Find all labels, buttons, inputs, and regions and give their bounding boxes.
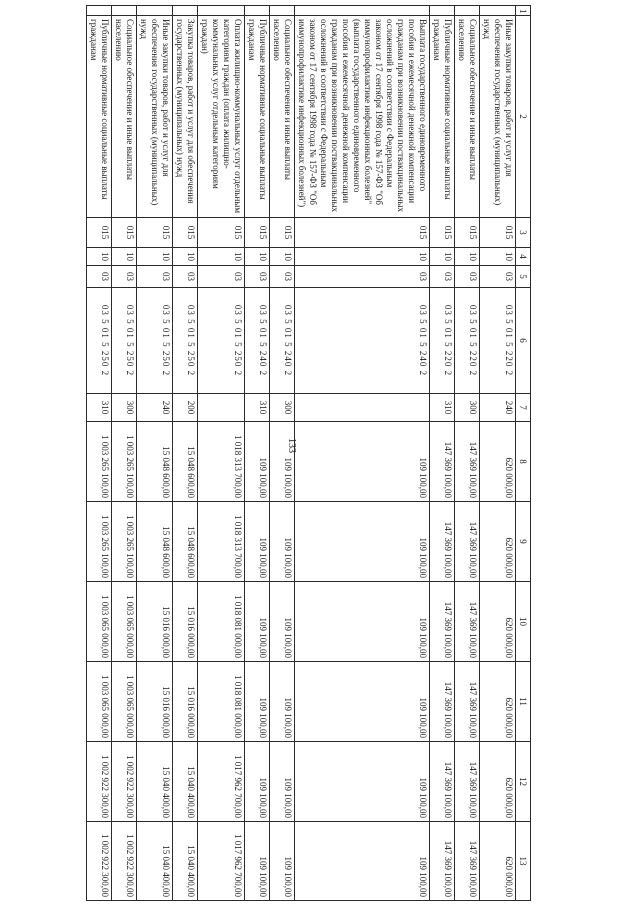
row-amount-col8-cell: 1 003 265 100,00 (87, 422, 112, 502)
row-amount-col9-cell: 15 048 600,00 (137, 502, 173, 582)
row-amount-col9-cell: 15 048 600,00 (173, 502, 198, 582)
row-amount-col11-cell: 1 003 065 000,00 (87, 662, 112, 742)
table-body (87, 6, 531, 901)
row-col4-cell: 10 (430, 248, 455, 266)
row-amount-col10-cell: 1 018 081 000,00 (198, 582, 245, 662)
row-amount-col11-cell: 109 100,00 (245, 662, 270, 742)
col-header-13: 13 (516, 822, 531, 901)
row-amount-col8-cell: 147 369 100,00 (430, 422, 455, 502)
row-amount-col10-cell: 620 000,00 (480, 582, 516, 662)
row-amount-col12-cell: 15 040 400,00 (173, 742, 198, 822)
row-name-cell: Социальное обеспечение и иные выплаты населению (455, 16, 480, 218)
row-amount-col10-cell: 15 016 000,00 (173, 582, 198, 662)
row-col5-cell: 03 (137, 266, 173, 288)
col-header-6: 6 (516, 288, 531, 394)
row-blank-cell (270, 6, 295, 16)
rotated-page (36, 5, 531, 900)
row-name-cell: Публичные нормативные социальные выплаты гражданам (87, 16, 112, 218)
row-amount-col11-cell: 15 016 000,00 (173, 662, 198, 742)
row-amount-col8-cell: 147 369 100,00 (455, 422, 480, 502)
row-name-cell: Иные закупки товаров, работ и услуг для обеспечения государственных (муниципальных) нужд (480, 16, 516, 218)
row-amount-col9-cell: 147 369 100,00 (430, 502, 455, 582)
row-blank-cell (198, 6, 245, 16)
row-col3-cell: 015 (198, 218, 245, 248)
row-col5-cell: 03 (173, 266, 198, 288)
row-amount-col10-cell: 109 100,00 (270, 582, 295, 662)
row-amount-col13-cell: 15 040 400,00 (137, 822, 173, 901)
row-target-article-cell: 03 5 01 5 250 2 (198, 288, 245, 394)
row-col3-cell: 015 (430, 218, 455, 248)
row-expense-type-cell (198, 394, 245, 422)
table-row (173, 6, 198, 901)
row-name-cell: Оплата жилищно-коммунальных услуг отдельным категориям граждан (оплата жилищно-коммунальных услуг отдельным категориям граждан) (198, 16, 245, 218)
row-amount-col13-cell: 1 002 922 300,00 (112, 822, 137, 901)
table-row (430, 6, 455, 901)
row-amount-col11-cell: 1 003 065 000,00 (112, 662, 137, 742)
col-header-12: 12 (516, 742, 531, 822)
row-amount-col11-cell: 15 016 000,00 (137, 662, 173, 742)
table-row (295, 6, 430, 901)
row-expense-type-cell: 310 (245, 394, 270, 422)
row-amount-col11-cell: 109 100,00 (270, 662, 295, 742)
col-header-9: 9 (516, 502, 531, 582)
row-amount-col13-cell: 15 040 400,00 (173, 822, 198, 901)
row-amount-col11-cell: 1 018 081 000,00 (198, 662, 245, 742)
table-row (137, 6, 173, 901)
row-col3-cell: 015 (112, 218, 137, 248)
budget-table (86, 5, 531, 901)
row-amount-col8-cell: 109 100,00 (245, 422, 270, 502)
row-blank-cell (455, 6, 480, 16)
row-amount-col10-cell: 1 003 065 000,00 (112, 582, 137, 662)
row-target-article-cell: 03 5 01 5 250 2 (87, 288, 112, 394)
row-amount-col13-cell: 147 369 100,00 (430, 822, 455, 901)
row-amount-col8-cell: 15 048 600,00 (137, 422, 173, 502)
row-col4-cell: 10 (455, 248, 480, 266)
row-amount-col9-cell: 147 369 100,00 (455, 502, 480, 582)
row-target-article-cell: 03 5 01 5 220 2 (430, 288, 455, 394)
row-amount-col11-cell: 147 369 100,00 (455, 662, 480, 742)
page-number: 133 (286, 438, 297, 453)
row-amount-col10-cell: 109 100,00 (295, 582, 430, 662)
row-amount-col12-cell: 1 002 922 300,00 (87, 742, 112, 822)
row-blank-cell (430, 6, 455, 16)
row-expense-type-cell: 310 (430, 394, 455, 422)
row-name-cell: Социальное обеспечение и иные выплаты населению (112, 16, 137, 218)
row-amount-col12-cell: 147 369 100,00 (430, 742, 455, 822)
row-amount-col8-cell: 1 003 265 100,00 (112, 422, 137, 502)
row-target-article-cell: 03 5 01 5 240 2 (295, 288, 430, 394)
col-header-7: 7 (516, 394, 531, 422)
col-header-4: 4 (516, 248, 531, 266)
row-col3-cell: 015 (295, 218, 430, 248)
row-amount-col8-cell: 109 100,00 (270, 422, 295, 502)
row-expense-type-cell: 240 (137, 394, 173, 422)
col-header-5: 5 (516, 266, 531, 288)
col-header-3: 3 (516, 218, 531, 248)
row-col4-cell: 10 (295, 248, 430, 266)
row-blank-cell (173, 6, 198, 16)
row-expense-type-cell: 300 (270, 394, 295, 422)
row-name-cell: Закупка товаров, работ и услуг для обеспечения государственных (муниципальных) нужд (173, 16, 198, 218)
row-amount-col9-cell: 620 000,00 (480, 502, 516, 582)
row-col5-cell: 03 (480, 266, 516, 288)
row-target-article-cell: 03 5 01 5 250 2 (112, 288, 137, 394)
row-col4-cell: 10 (270, 248, 295, 266)
row-col4-cell: 10 (173, 248, 198, 266)
row-target-article-cell: 03 5 01 5 250 2 (137, 288, 173, 394)
row-col3-cell: 015 (137, 218, 173, 248)
row-amount-col13-cell: 109 100,00 (270, 822, 295, 901)
row-amount-col9-cell: 109 100,00 (245, 502, 270, 582)
table-row (455, 6, 480, 901)
table-row (112, 6, 137, 901)
row-amount-col12-cell: 109 100,00 (295, 742, 430, 822)
row-col5-cell: 03 (295, 266, 430, 288)
row-name-cell: Выплата государственного единовременного пособия и ежемесячной денежной компенсации гражданам при возникновении поствакцинальных осложнений в соответствии с Федеральным законом от 17 сентября 1998 года № 157-ФЗ "Об иммунопрофилактике инфекционных болезней" (выплата государственного единовременного пособия и ежемесячной денежной компенсации гражданам при возникновении поствакцинальных осложнений в соответствии с Федеральным законом от 17 сентября 1998 года № 157-ФЗ "Об иммунопрофилактике инфекционных болезней") (295, 16, 430, 218)
table-row (245, 6, 270, 901)
row-amount-col12-cell: 1 017 962 700,00 (198, 742, 245, 822)
row-col3-cell: 015 (87, 218, 112, 248)
row-amount-col13-cell: 1 002 922 300,00 (87, 822, 112, 901)
row-col5-cell: 03 (455, 266, 480, 288)
row-name-cell: Публичные нормативные социальные выплаты гражданам (245, 16, 270, 218)
row-amount-col13-cell: 109 100,00 (295, 822, 430, 901)
row-amount-col12-cell: 1 002 922 300,00 (112, 742, 137, 822)
row-amount-col13-cell: 1 017 962 700,00 (198, 822, 245, 901)
row-blank-cell (112, 6, 137, 16)
row-col4-cell: 10 (112, 248, 137, 266)
row-amount-col9-cell: 109 100,00 (270, 502, 295, 582)
col-header-11: 11 (516, 662, 531, 742)
row-col3-cell: 015 (480, 218, 516, 248)
table-row (87, 6, 112, 901)
row-expense-type-cell: 300 (455, 394, 480, 422)
row-amount-col10-cell: 147 369 100,00 (430, 582, 455, 662)
row-col4-cell: 10 (198, 248, 245, 266)
row-target-article-cell: 03 5 01 5 240 2 (270, 288, 295, 394)
row-amount-col9-cell: 1 018 313 700,00 (198, 502, 245, 582)
row-name-cell: Социальное обеспечение и иные выплаты населению (270, 16, 295, 218)
row-col3-cell: 015 (270, 218, 295, 248)
row-target-article-cell: 03 5 01 5 220 2 (480, 288, 516, 394)
row-blank-cell (87, 6, 112, 16)
row-amount-col9-cell: 1 003 265 100,00 (112, 502, 137, 582)
row-amount-col8-cell: 15 048 600,00 (173, 422, 198, 502)
row-amount-col11-cell: 109 100,00 (295, 662, 430, 742)
row-col4-cell: 10 (137, 248, 173, 266)
row-blank-cell (245, 6, 270, 16)
row-expense-type-cell: 240 (480, 394, 516, 422)
row-amount-col13-cell: 109 100,00 (245, 822, 270, 901)
row-col5-cell: 03 (198, 266, 245, 288)
col-header-10: 10 (516, 582, 531, 662)
row-amount-col9-cell: 109 100,00 (295, 502, 430, 582)
row-col3-cell: 015 (455, 218, 480, 248)
row-col4-cell: 10 (480, 248, 516, 266)
col-header-1: 1 (516, 6, 531, 16)
col-header-8: 8 (516, 422, 531, 502)
table-row (270, 6, 295, 901)
row-blank-cell (295, 6, 430, 16)
row-col3-cell: 015 (173, 218, 198, 248)
row-expense-type-cell (295, 394, 430, 422)
row-blank-cell (137, 6, 173, 16)
column-number-row (516, 6, 531, 901)
table-row (198, 6, 245, 901)
row-target-article-cell: 03 5 01 5 250 2 (173, 288, 198, 394)
row-amount-col8-cell: 620 000,00 (480, 422, 516, 502)
row-name-cell: Иные закупки товаров, работ и услуг для обеспечения государственных (муниципальных) нужд (137, 16, 173, 218)
row-col5-cell: 03 (270, 266, 295, 288)
row-col5-cell: 03 (87, 266, 112, 288)
row-col4-cell: 10 (87, 248, 112, 266)
row-expense-type-cell: 300 (112, 394, 137, 422)
row-amount-col12-cell: 109 100,00 (245, 742, 270, 822)
row-amount-col9-cell: 1 003 265 100,00 (87, 502, 112, 582)
row-amount-col12-cell: 620 000,00 (480, 742, 516, 822)
row-target-article-cell: 03 5 01 5 220 2 (455, 288, 480, 394)
row-amount-col13-cell: 620 000,00 (480, 822, 516, 901)
row-amount-col8-cell: 1 018 313 700,00 (198, 422, 245, 502)
row-name-cell: Публичные нормативные социальные выплаты гражданам (430, 16, 455, 218)
row-amount-col12-cell: 109 100,00 (270, 742, 295, 822)
row-amount-col10-cell: 1 003 065 000,00 (87, 582, 112, 662)
row-amount-col8-cell: 109 100,00 (295, 422, 430, 502)
row-target-article-cell: 03 5 01 5 240 2 (245, 288, 270, 394)
row-amount-col11-cell: 147 369 100,00 (430, 662, 455, 742)
row-amount-col13-cell: 147 369 100,00 (455, 822, 480, 901)
row-expense-type-cell: 200 (173, 394, 198, 422)
row-col5-cell: 03 (112, 266, 137, 288)
row-col5-cell: 03 (430, 266, 455, 288)
row-col4-cell: 10 (245, 248, 270, 266)
row-amount-col12-cell: 15 040 400,00 (137, 742, 173, 822)
row-col3-cell: 015 (245, 218, 270, 248)
row-col5-cell: 03 (245, 266, 270, 288)
row-amount-col11-cell: 620 000,00 (480, 662, 516, 742)
table-row (480, 6, 516, 901)
col-header-2: 2 (516, 16, 531, 218)
row-expense-type-cell: 310 (87, 394, 112, 422)
row-amount-col10-cell: 15 016 000,00 (137, 582, 173, 662)
row-amount-col10-cell: 147 369 100,00 (455, 582, 480, 662)
row-amount-col10-cell: 109 100,00 (245, 582, 270, 662)
row-amount-col12-cell: 147 369 100,00 (455, 742, 480, 822)
row-blank-cell (480, 6, 516, 16)
